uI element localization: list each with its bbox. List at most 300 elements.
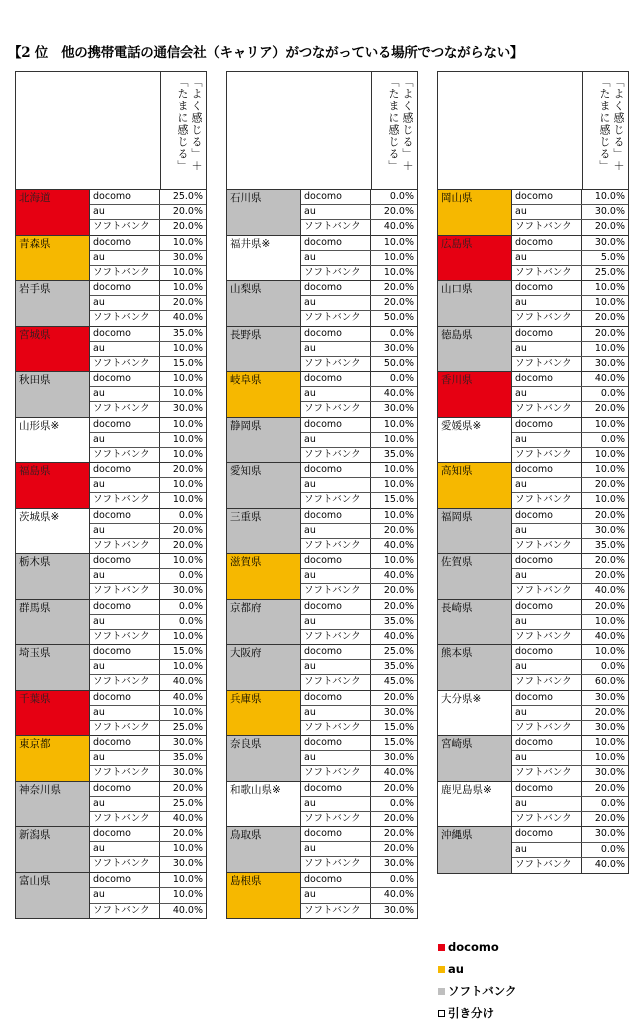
percent-cell: 40.0% xyxy=(383,767,414,779)
percent-cell: 20.0% xyxy=(172,782,203,794)
prefecture-group xyxy=(438,190,628,236)
table-column-1 xyxy=(15,71,207,919)
prefecture-group xyxy=(16,372,206,418)
percent-cell: 25.0% xyxy=(172,797,203,809)
percent-cell: 20.0% xyxy=(172,297,203,309)
prefecture-group xyxy=(16,190,206,236)
percent-cell: 0.0% xyxy=(600,661,625,673)
percent-cell: 10.0% xyxy=(383,464,414,475)
table-row xyxy=(301,341,417,356)
table-row xyxy=(512,614,628,629)
prefecture-group xyxy=(227,463,417,509)
table-row xyxy=(90,492,206,507)
table-row xyxy=(90,401,206,416)
carrier-cell: docomo xyxy=(512,463,582,477)
percent-cell: 10.0% xyxy=(172,706,203,718)
carrier-cell: au xyxy=(301,296,371,310)
table-row xyxy=(512,310,628,325)
prefecture-group xyxy=(438,463,628,509)
table-row xyxy=(512,600,628,614)
carrier-cell: docomo xyxy=(90,782,160,796)
table-row xyxy=(301,327,417,341)
carrier-cell: ソフトバンク xyxy=(512,721,582,735)
carrier-cell: ソフトバンク xyxy=(512,584,582,598)
header-label: 「よく感じる」＋「たまに感じる」 xyxy=(387,76,414,172)
carrier-cell: au xyxy=(512,205,582,219)
carrier-cell: ソフトバンク xyxy=(90,220,160,234)
carrier-cell: docomo xyxy=(90,645,160,659)
prefecture-group xyxy=(227,372,417,418)
table-row xyxy=(90,432,206,447)
table-row xyxy=(90,523,206,538)
table-row xyxy=(301,645,417,659)
percent-cell: 20.0% xyxy=(383,691,414,703)
carrier-cell: docomo xyxy=(512,236,582,250)
percent-cell: 30.0% xyxy=(383,752,414,764)
percent-cell: 45.0% xyxy=(383,676,414,688)
table-row xyxy=(90,281,206,295)
carrier-cell: au xyxy=(90,524,160,538)
percent-cell: 35.0% xyxy=(383,661,414,673)
carrier-cell: docomo xyxy=(90,827,160,841)
carrier-cell: ソフトバンク xyxy=(90,721,160,735)
prefecture-name: 青森県 xyxy=(16,236,90,281)
prefecture-name: 広島県 xyxy=(438,236,512,281)
percent-cell: 40.0% xyxy=(172,904,203,916)
carrier-cell: docomo xyxy=(90,281,160,295)
percent-cell: 10.0% xyxy=(594,494,625,506)
percent-cell: 35.0% xyxy=(383,448,414,460)
carrier-cell: docomo xyxy=(90,554,160,568)
carrier-cell: ソフトバンク xyxy=(90,584,160,598)
table-row xyxy=(512,447,628,462)
prefecture-name: 山梨県 xyxy=(227,281,301,326)
table-row xyxy=(512,341,628,356)
prefecture-name: 鳥取県 xyxy=(227,827,301,872)
percent-cell: 20.0% xyxy=(594,555,625,566)
carrier-cell: ソフトバンク xyxy=(512,675,582,689)
carrier-cell: docomo xyxy=(512,736,582,750)
percent-cell: 10.0% xyxy=(383,509,414,521)
table-row xyxy=(90,250,206,265)
carrier-cell: au xyxy=(301,205,371,219)
prefecture-name: 岐阜県 xyxy=(227,372,301,417)
table-row xyxy=(512,492,628,507)
carrier-cell: au xyxy=(512,569,582,583)
carrier-cell: au xyxy=(512,251,582,265)
carrier-cell: au xyxy=(301,433,371,447)
table-row xyxy=(512,720,628,735)
percent-cell: 20.0% xyxy=(594,327,625,339)
table-row xyxy=(301,720,417,735)
prefecture-group xyxy=(16,600,206,646)
legend-label: docomo xyxy=(448,940,499,954)
prefecture-name: 福岡県 xyxy=(438,509,512,554)
table-row xyxy=(90,219,206,234)
prefecture-name: 福島県 xyxy=(16,463,90,508)
percent-cell: 10.0% xyxy=(594,646,625,657)
table-row xyxy=(512,782,628,796)
prefecture-group xyxy=(438,827,628,873)
table-row xyxy=(90,600,206,614)
percent-cell: 40.0% xyxy=(172,676,203,688)
legend-swatch xyxy=(438,944,445,951)
table-column-2 xyxy=(226,71,418,919)
table-row xyxy=(90,841,206,856)
percent-cell: 20.0% xyxy=(383,828,414,839)
carrier-cell: docomo xyxy=(512,782,582,796)
carrier-cell: ソフトバンク xyxy=(512,357,582,371)
table-row xyxy=(301,705,417,720)
prefecture-group xyxy=(227,190,417,236)
percent-cell: 10.0% xyxy=(594,448,625,460)
percent-cell: 35.0% xyxy=(383,615,414,627)
percent-cell: 20.0% xyxy=(594,479,625,491)
percent-cell: 20.0% xyxy=(594,570,625,582)
carrier-cell: au xyxy=(90,251,160,265)
carrier-cell: ソフトバンク xyxy=(512,858,582,873)
carrier-cell: au xyxy=(301,842,371,856)
prefecture-name: 山口県 xyxy=(438,281,512,326)
percent-cell: 10.0% xyxy=(172,630,203,642)
carrier-cell: docomo xyxy=(301,782,371,796)
carrier-cell: ソフトバンク xyxy=(301,766,371,780)
carrier-cell: docomo xyxy=(301,327,371,341)
prefecture-name: 高知県 xyxy=(438,463,512,508)
prefecture-group xyxy=(227,236,417,282)
table-row xyxy=(90,750,206,765)
table-row xyxy=(301,250,417,265)
percent-cell: 10.0% xyxy=(172,266,203,278)
carrier-cell: docomo xyxy=(301,372,371,386)
carrier-cell: ソフトバンク xyxy=(90,402,160,416)
carrier-cell: au xyxy=(301,387,371,401)
percent-cell: 15.0% xyxy=(172,357,203,369)
carrier-cell: docomo xyxy=(512,691,582,705)
table-row xyxy=(301,827,417,841)
percent-cell: 50.0% xyxy=(383,357,414,369)
prefecture-name: 北海道 xyxy=(16,190,90,235)
prefecture-group xyxy=(438,509,628,555)
carrier-cell: docomo xyxy=(90,873,160,888)
column-header xyxy=(227,72,417,190)
prefecture-group xyxy=(438,418,628,464)
table-row xyxy=(90,568,206,583)
table-row xyxy=(301,554,417,568)
percent-cell: 40.0% xyxy=(383,570,414,582)
header-blank-cell xyxy=(16,72,161,189)
percent-cell: 60.0% xyxy=(594,676,625,688)
percent-cell: 10.0% xyxy=(594,297,625,309)
carrier-cell: ソフトバンク xyxy=(301,675,371,689)
percent-cell: 10.0% xyxy=(594,752,625,764)
prefecture-group xyxy=(227,691,417,737)
carrier-cell: ソフトバンク xyxy=(512,766,582,780)
prefecture-name: 島根県 xyxy=(227,873,301,919)
table-row xyxy=(301,887,417,903)
percent-cell: 0.0% xyxy=(600,433,625,445)
carrier-cell: ソフトバンク xyxy=(301,493,371,507)
percent-cell: 40.0% xyxy=(594,585,625,597)
percent-cell: 20.0% xyxy=(594,812,625,824)
carrier-cell: docomo xyxy=(512,372,582,386)
carrier-cell: ソフトバンク xyxy=(90,311,160,325)
percent-cell: 0.0% xyxy=(600,388,625,400)
table-row xyxy=(512,477,628,492)
carrier-cell: docomo xyxy=(512,281,582,295)
table-row xyxy=(512,418,628,432)
carrier-cell: au xyxy=(512,751,582,765)
legend-item-tie xyxy=(438,1002,517,1024)
table-row xyxy=(512,583,628,598)
prefecture-name: 岡山県 xyxy=(438,190,512,235)
carrier-cell: docomo xyxy=(301,873,371,888)
carrier-cell: ソフトバンク xyxy=(90,448,160,462)
table-row xyxy=(512,568,628,583)
carrier-cell: au xyxy=(512,615,582,629)
carrier-cell: ソフトバンク xyxy=(90,904,160,919)
table-row xyxy=(90,310,206,325)
carrier-cell: au xyxy=(90,888,160,903)
table-row xyxy=(512,281,628,295)
percent-cell: 10.0% xyxy=(172,433,203,445)
table-row xyxy=(90,583,206,598)
percent-cell: 10.0% xyxy=(172,388,203,400)
legend-item-docomo xyxy=(438,936,517,958)
table-row xyxy=(301,903,417,919)
carrier-cell: docomo xyxy=(301,554,371,568)
table-row xyxy=(512,827,628,842)
percent-cell: 15.0% xyxy=(383,737,414,748)
prefecture-group xyxy=(438,554,628,600)
percent-cell: 20.0% xyxy=(172,206,203,218)
carrier-cell: ソフトバンク xyxy=(301,584,371,598)
prefecture-name: 茨城県※ xyxy=(16,509,90,554)
carrier-cell: ソフトバンク xyxy=(90,630,160,644)
prefecture-group xyxy=(438,782,628,828)
prefecture-group xyxy=(227,600,417,646)
table-row xyxy=(90,856,206,871)
prefecture-group xyxy=(438,236,628,282)
percent-cell: 30.0% xyxy=(172,585,203,597)
percent-cell: 0.0% xyxy=(178,570,203,582)
table-row xyxy=(512,750,628,765)
table-row xyxy=(90,265,206,280)
prefecture-group xyxy=(227,418,417,464)
prefecture-group xyxy=(438,372,628,418)
table-row xyxy=(512,538,628,553)
prefecture-group xyxy=(227,281,417,327)
column-header xyxy=(438,72,628,190)
percent-cell: 35.0% xyxy=(172,752,203,764)
percent-cell: 10.0% xyxy=(172,843,203,855)
table-row xyxy=(90,190,206,204)
percent-cell: 40.0% xyxy=(594,373,625,384)
carrier-cell: docomo xyxy=(512,418,582,432)
percent-cell: 20.0% xyxy=(594,221,625,233)
table-row xyxy=(301,674,417,689)
percent-cell: 10.0% xyxy=(383,236,414,248)
table-row xyxy=(301,614,417,629)
legend-swatch xyxy=(438,988,445,995)
table-row xyxy=(301,204,417,219)
legend xyxy=(438,936,517,1024)
percent-cell: 40.0% xyxy=(172,812,203,824)
legend-item-au xyxy=(438,958,517,980)
legend-label: 引き分け xyxy=(448,1006,494,1020)
percent-cell: 10.0% xyxy=(172,282,203,293)
carrier-cell: docomo xyxy=(90,736,160,750)
carrier-cell: au xyxy=(301,660,371,674)
table-row xyxy=(512,463,628,477)
table-row xyxy=(90,645,206,659)
table-row xyxy=(90,691,206,705)
carrier-cell: docomo xyxy=(301,645,371,659)
table-row xyxy=(90,705,206,720)
table-row xyxy=(301,281,417,295)
percent-cell: 10.0% xyxy=(172,373,203,384)
percent-cell: 40.0% xyxy=(383,539,414,551)
prefecture-name: 熊本県 xyxy=(438,645,512,690)
carrier-cell: au xyxy=(90,751,160,765)
carrier-cell: docomo xyxy=(301,463,371,477)
percent-cell: 30.0% xyxy=(594,721,625,733)
prefecture-name: 福井県※ xyxy=(227,236,301,281)
percent-cell: 20.0% xyxy=(172,464,203,475)
percent-cell: 50.0% xyxy=(383,312,414,324)
table-row xyxy=(301,629,417,644)
carrier-cell: ソフトバンク xyxy=(90,357,160,371)
carrier-cell: docomo xyxy=(512,509,582,523)
prefecture-name: 愛媛県※ xyxy=(438,418,512,463)
prefecture-group xyxy=(227,554,417,600)
prefecture-name: 大阪府 xyxy=(227,645,301,690)
percent-cell: 25.0% xyxy=(383,646,414,657)
carrier-cell: ソフトバンク xyxy=(301,630,371,644)
carrier-cell: au xyxy=(301,615,371,629)
carrier-cell: au xyxy=(512,706,582,720)
prefecture-name: 鹿児島県※ xyxy=(438,782,512,827)
carrier-cell: ソフトバンク xyxy=(90,539,160,553)
table-row xyxy=(90,386,206,401)
percent-cell: 20.0% xyxy=(594,600,625,612)
percent-cell: 15.0% xyxy=(383,721,414,733)
table-row xyxy=(90,418,206,432)
prefecture-name: 静岡県 xyxy=(227,418,301,463)
table-row xyxy=(90,204,206,219)
carrier-cell: au xyxy=(301,888,371,903)
table-row xyxy=(512,204,628,219)
carrier-cell: au xyxy=(301,342,371,356)
table-row xyxy=(301,447,417,462)
prefecture-group xyxy=(227,782,417,828)
carrier-cell: au xyxy=(90,842,160,856)
table-row xyxy=(90,903,206,919)
carrier-cell: au xyxy=(90,296,160,310)
prefecture-name: 大分県※ xyxy=(438,691,512,736)
carrier-cell: docomo xyxy=(301,236,371,250)
legend-swatch xyxy=(438,1010,445,1017)
table-row xyxy=(301,401,417,416)
carrier-cell: au xyxy=(301,797,371,811)
table-row xyxy=(90,341,206,356)
percent-cell: 40.0% xyxy=(383,630,414,642)
table-row xyxy=(90,873,206,888)
percent-cell: 10.0% xyxy=(172,555,203,566)
percent-cell: 0.0% xyxy=(600,797,625,809)
prefecture-name: 東京都 xyxy=(16,736,90,781)
percent-cell: 25.0% xyxy=(172,191,203,202)
carrier-cell: ソフトバンク xyxy=(90,675,160,689)
table-row xyxy=(301,765,417,780)
table-row xyxy=(90,614,206,629)
carrier-cell: ソフトバンク xyxy=(90,857,160,871)
legend-item-softbank xyxy=(438,980,517,1002)
carrier-cell: au xyxy=(301,478,371,492)
carrier-cell: docomo xyxy=(90,236,160,250)
carrier-cell: au xyxy=(512,843,582,858)
prefecture-group xyxy=(227,873,417,919)
percent-cell: 30.0% xyxy=(594,691,625,703)
prefecture-name: 富山県 xyxy=(16,873,90,919)
table-row xyxy=(512,509,628,523)
carrier-cell: docomo xyxy=(512,554,582,568)
carrier-cell: ソフトバンク xyxy=(301,311,371,325)
table-column-3 xyxy=(437,71,629,874)
percent-cell: 10.0% xyxy=(594,615,625,627)
percent-cell: 30.0% xyxy=(383,403,414,415)
table-row xyxy=(512,236,628,250)
percent-cell: 20.0% xyxy=(594,403,625,415)
carrier-cell: ソフトバンク xyxy=(512,311,582,325)
prefecture-group xyxy=(16,418,206,464)
table-row xyxy=(301,841,417,856)
percent-cell: 10.0% xyxy=(172,479,203,491)
prefecture-group xyxy=(16,509,206,555)
table-row xyxy=(512,432,628,447)
table-row xyxy=(90,477,206,492)
prefecture-name: 埼玉県 xyxy=(16,645,90,690)
table-row xyxy=(301,219,417,234)
prefecture-group xyxy=(227,827,417,873)
carrier-cell: docomo xyxy=(301,418,371,432)
prefecture-name: 沖縄県 xyxy=(438,827,512,873)
percent-cell: 20.0% xyxy=(383,297,414,309)
prefecture-group xyxy=(227,509,417,555)
carrier-cell: au xyxy=(512,797,582,811)
table-row xyxy=(512,691,628,705)
table-row xyxy=(90,811,206,826)
percent-cell: 40.0% xyxy=(383,221,414,233)
table-row xyxy=(90,765,206,780)
table-row xyxy=(301,418,417,432)
percent-cell: 30.0% xyxy=(383,904,414,916)
carrier-cell: docomo xyxy=(301,190,371,204)
table-row xyxy=(512,523,628,538)
prefecture-group xyxy=(16,782,206,828)
percent-cell: 25.0% xyxy=(172,721,203,733)
table-row xyxy=(301,796,417,811)
table-row xyxy=(90,236,206,250)
carrier-cell: ソフトバンク xyxy=(301,904,371,919)
carrier-cell: docomo xyxy=(90,372,160,386)
carrier-cell: docomo xyxy=(301,736,371,750)
percent-cell: 10.0% xyxy=(172,889,203,900)
prefecture-group xyxy=(438,645,628,691)
carrier-cell: ソフトバンク xyxy=(512,266,582,280)
prefecture-name: 滋賀県 xyxy=(227,554,301,599)
prefecture-name: 三重県 xyxy=(227,509,301,554)
